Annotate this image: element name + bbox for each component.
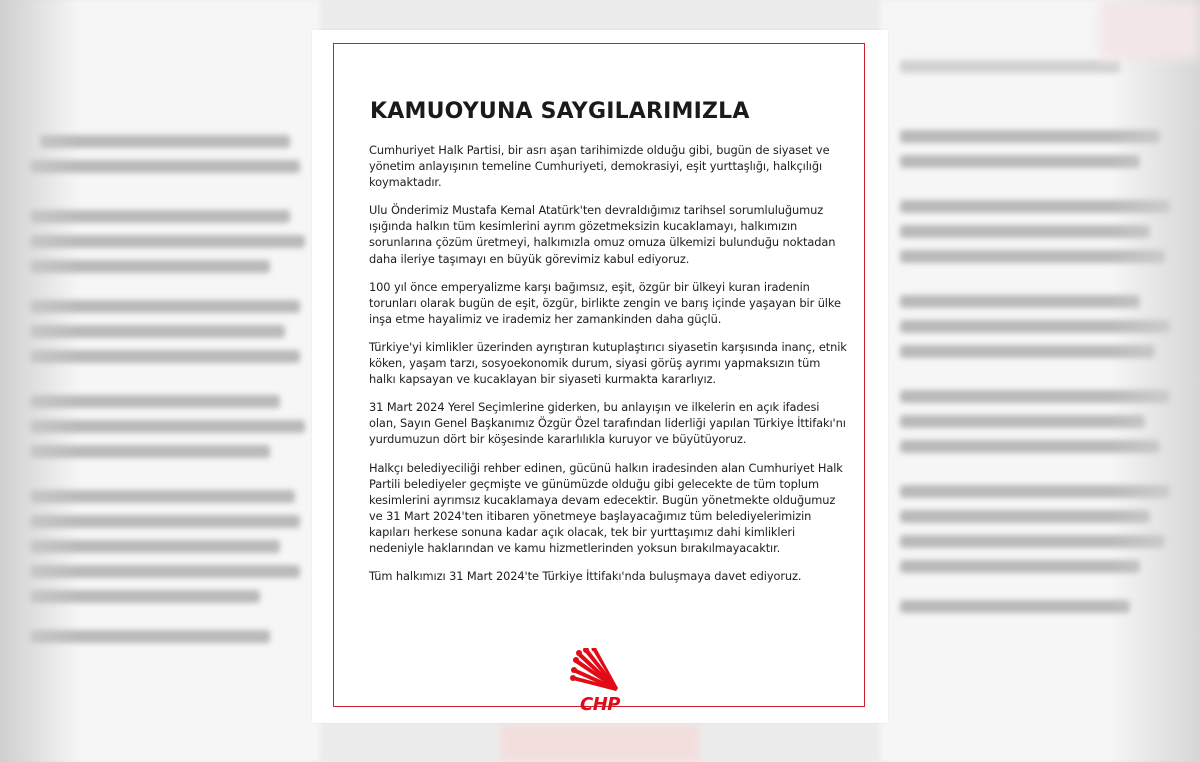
paragraph-1: Cumhuriyet Halk Partisi, bir asrı aşan tarihimizde olduğu gibi, bugün de siyaset ve yönetim anlayışının temeline Cumhuriyeti, demokrasiyi, eşit yurttaşlığı, halkçılığı koymaktadır. <box>369 143 830 190</box>
six-arrows-icon <box>570 648 630 694</box>
press-statement-document <box>312 30 888 723</box>
chp-logo <box>570 648 630 718</box>
paragraph-5: 31 Mart 2024 Yerel Seçimlerine giderken, bu anlayışın ve ilkelerin en açık ifadesi olan, Sayın Genel Başkanımız Özgür Özel tarafından liderliği yapılan Türkiye İttifakı'nı yurdumuzun dört bir köşesinde kararlılıkla kuruyor ve büyütüyoruz. <box>369 400 846 447</box>
paragraph-7: Tüm halkımızı 31 Mart 2024'te Türkiye İttifakı'nda buluşmaya davet ediyoruz. <box>369 569 802 584</box>
paragraph-4: Türkiye'yi kimlikler üzerinden ayrıştıran kutuplaştırıcı siyasetin karşısında inanç, etnik köken, yaşam tarzı, sosyoekonomik durum, siyasi görüş ayrımı yapmaksızın tüm halkı kapsayan ve kucaklayan bir siyaseti kurmakta kararlıyız. <box>369 339 847 387</box>
paragraph-6: Halkçı belediyeciliği rehber edinen, gücünü halkın iradesinden alan Cumhuriyet Halk Partili belediyeler geçmişte ve günümüzde olduğu gibi gelecekte de tüm toplum kesimlerini ayrımsız kucaklamaya devam edecektir. Bugün yönetmekte olduğumuz ve 31 Mart 2024'ten itibaren yönetmeye başlayacağımız tüm belediyelerimizin kapıları herkese sonuna kadar açık olacak, tek bir yurttaşımız dahi kimlikleri nedeniyle haklarından ve kamu hizmetlerinden yoksun bırakılmayacaktır. <box>369 460 843 555</box>
paragraph-3: 100 yıl önce emperyalizme karşı bağımsız, eşit, özgür bir ülkeyi kuran iradenin torunları olarak bugün de eşit, özgür, birlikte zengin ve barış içinde yaşayan bir ülke inşa etme hayalimiz ve irademiz her zamankinden daha güçlü. <box>369 279 841 326</box>
chp-logo-text: CHP <box>580 694 620 715</box>
document-title: KAMUOYUNA SAYGILARIMIZLA <box>370 99 750 124</box>
document-body <box>369 142 849 596</box>
paragraph-2: Ulu Önderimiz Mustafa Kemal Atatürk'ten devraldığımız tarihsel sorumluluğumuz ışığında halkın tüm kesimlerini ayrım gözetmeksizin kucaklamayı, halkımızın sorunlarına çözüm üretmeyi, halkımızla omuz omuza ülkemizi bulunduğu noktadan daha ileriye taşımayı en büyük görevimiz kabul ediyoruz. <box>369 203 836 266</box>
